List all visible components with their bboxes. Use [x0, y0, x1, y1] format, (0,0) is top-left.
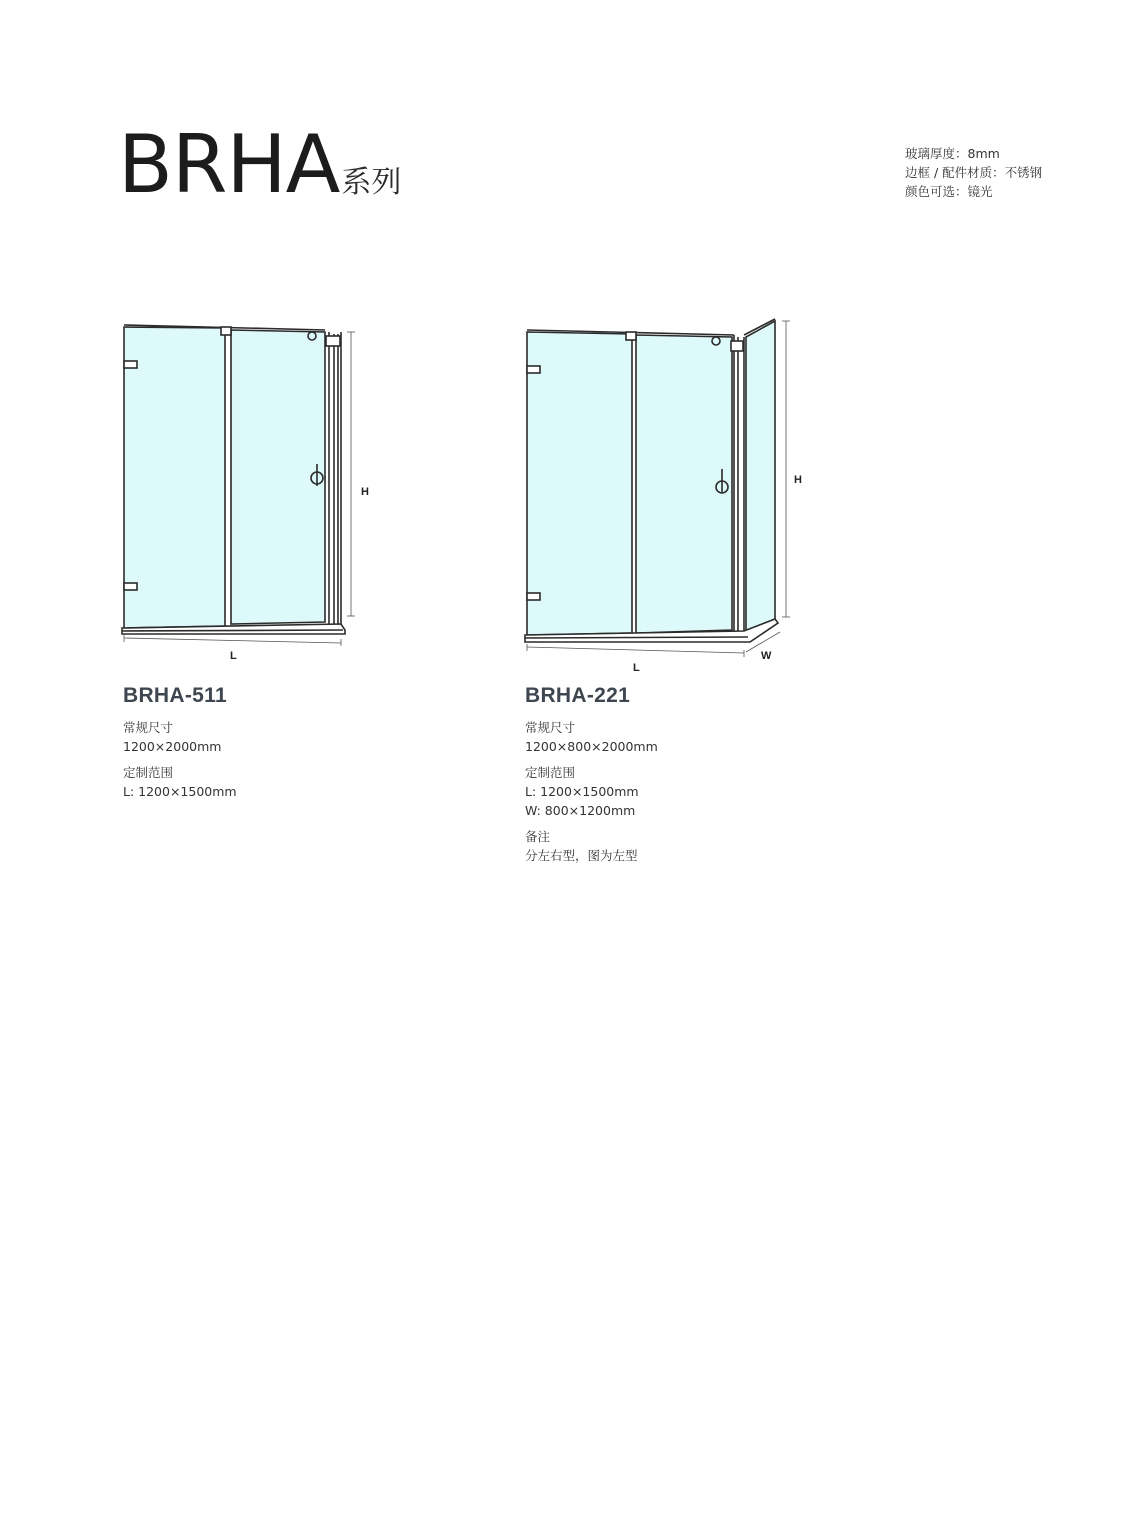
shower-drawing-brha-221	[518, 315, 818, 675]
standard-size-section	[525, 718, 658, 756]
custom-range-label: 定制范围	[123, 765, 174, 780]
product-info-brha-221	[525, 684, 658, 872]
note-label: 备注	[525, 829, 551, 844]
standard-size-label: 常规尺寸	[123, 720, 174, 735]
length-dim-label: L	[230, 650, 237, 662]
standard-size-value: 1200×800×2000mm	[525, 739, 658, 754]
standard-size-value: 1200×2000mm	[123, 739, 222, 754]
custom-range-l: L: 1200×1500mm	[123, 784, 237, 799]
height-dim-label: H	[794, 474, 802, 486]
custom-range-l: L: 1200×1500mm	[525, 784, 639, 799]
product-info-brha-511	[123, 684, 237, 808]
note-section	[525, 827, 658, 865]
product-name: BRHA-221	[525, 684, 631, 707]
width-dim-label: W	[761, 650, 772, 662]
product-name: BRHA-511	[123, 684, 227, 707]
spec-list	[905, 144, 1042, 201]
standard-size-section	[123, 718, 237, 756]
length-dim-label: L	[633, 662, 640, 674]
spec-glass-thickness: 玻璃厚度：8mm	[905, 146, 1000, 161]
shower-drawing-brha-511	[115, 318, 385, 668]
custom-range-section	[123, 763, 237, 801]
series-title	[118, 118, 401, 211]
custom-range-w: W: 800×1200mm	[525, 803, 636, 818]
note-value: 分左右型，图为左型	[525, 848, 638, 863]
series-suffix: 系列	[341, 165, 402, 200]
custom-range-label: 定制范围	[525, 765, 576, 780]
custom-range-section	[525, 763, 658, 820]
series-code: BRHA	[118, 118, 340, 211]
spec-color: 颜色可选：镜光	[905, 184, 993, 199]
standard-size-label: 常规尺寸	[525, 720, 576, 735]
spec-material: 边框 / 配件材质：不锈钢	[905, 165, 1043, 180]
height-dim-label: H	[361, 486, 369, 498]
